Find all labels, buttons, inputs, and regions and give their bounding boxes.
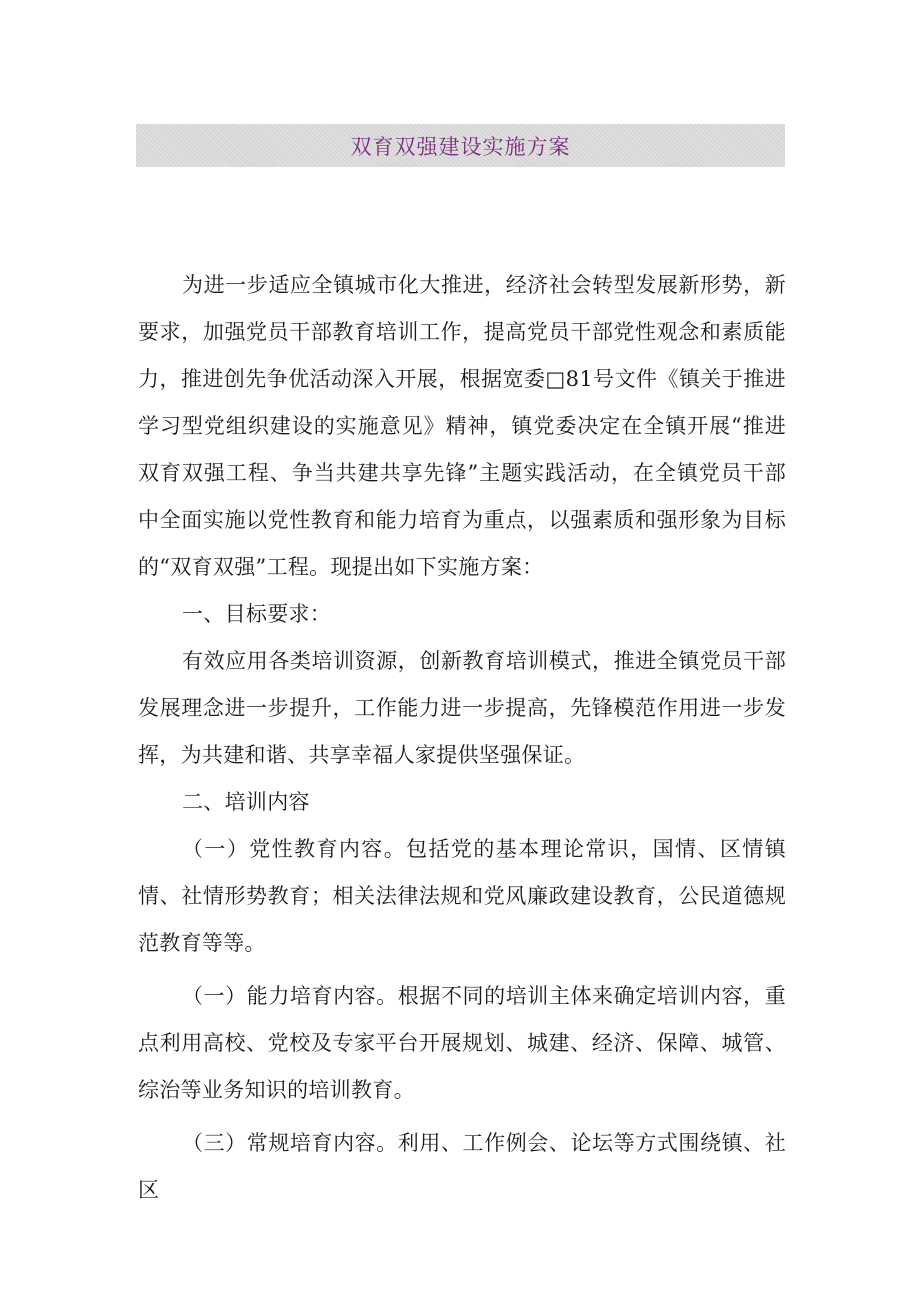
paragraph-intro: 为进一步适应全镇城市化大推进，经济社会转型发展新形势，新要求，加强党员干部教育培训工作，提高党员干部党性观念和素质能力，推进创先争优活动深入开展，根据宽委□81号文件《镇关于推进学习型党组织建设的实施意见》精神，镇党委决定在全镇开展“推进双育双强工程、争当共建共享先锋”主题实践活动，在全镇党员干部中全面实施以党性教育和能力培育为重点，以强素质和强形象为目标的“双育双强”工程。现提出如下实施方案： bbox=[138, 273, 786, 579]
paragraph-ability-cultivation: （一）能力培育内容。根据不同的培训主体来确定培训内容，重点利用高校、党校及专家平台开展规划、城建、经济、保障、城管、综治等业务知识的培训教育。 bbox=[138, 984, 786, 1102]
paragraph-goals: 有效应用各类培训资源，创新教育培训模式，推进全镇党员干部发展理念进一步提升，工作能力进一步提高，先锋模范作用进一步发挥，为共建和谐、共享幸福人家提供坚强保证。 bbox=[138, 649, 786, 767]
document-title: 双育双强建设实施方案 bbox=[350, 134, 571, 159]
title-banner bbox=[136, 124, 785, 167]
document-body bbox=[138, 262, 786, 1214]
heading-goals: 一、目标要求： bbox=[182, 602, 332, 626]
paragraph-party-education: （一）党性教育内容。包括党的基本理论常识，国情、区情镇情、社情形势教育；相关法律法规和党风廉政建设教育，公民道德规范教育等等。 bbox=[138, 837, 786, 955]
heading-training-content: 二、培训内容 bbox=[182, 790, 310, 814]
paragraph-routine-cultivation: （三）常规培育内容。利用、工作例会、论坛等方式围绕镇、社区 bbox=[138, 1131, 786, 1202]
